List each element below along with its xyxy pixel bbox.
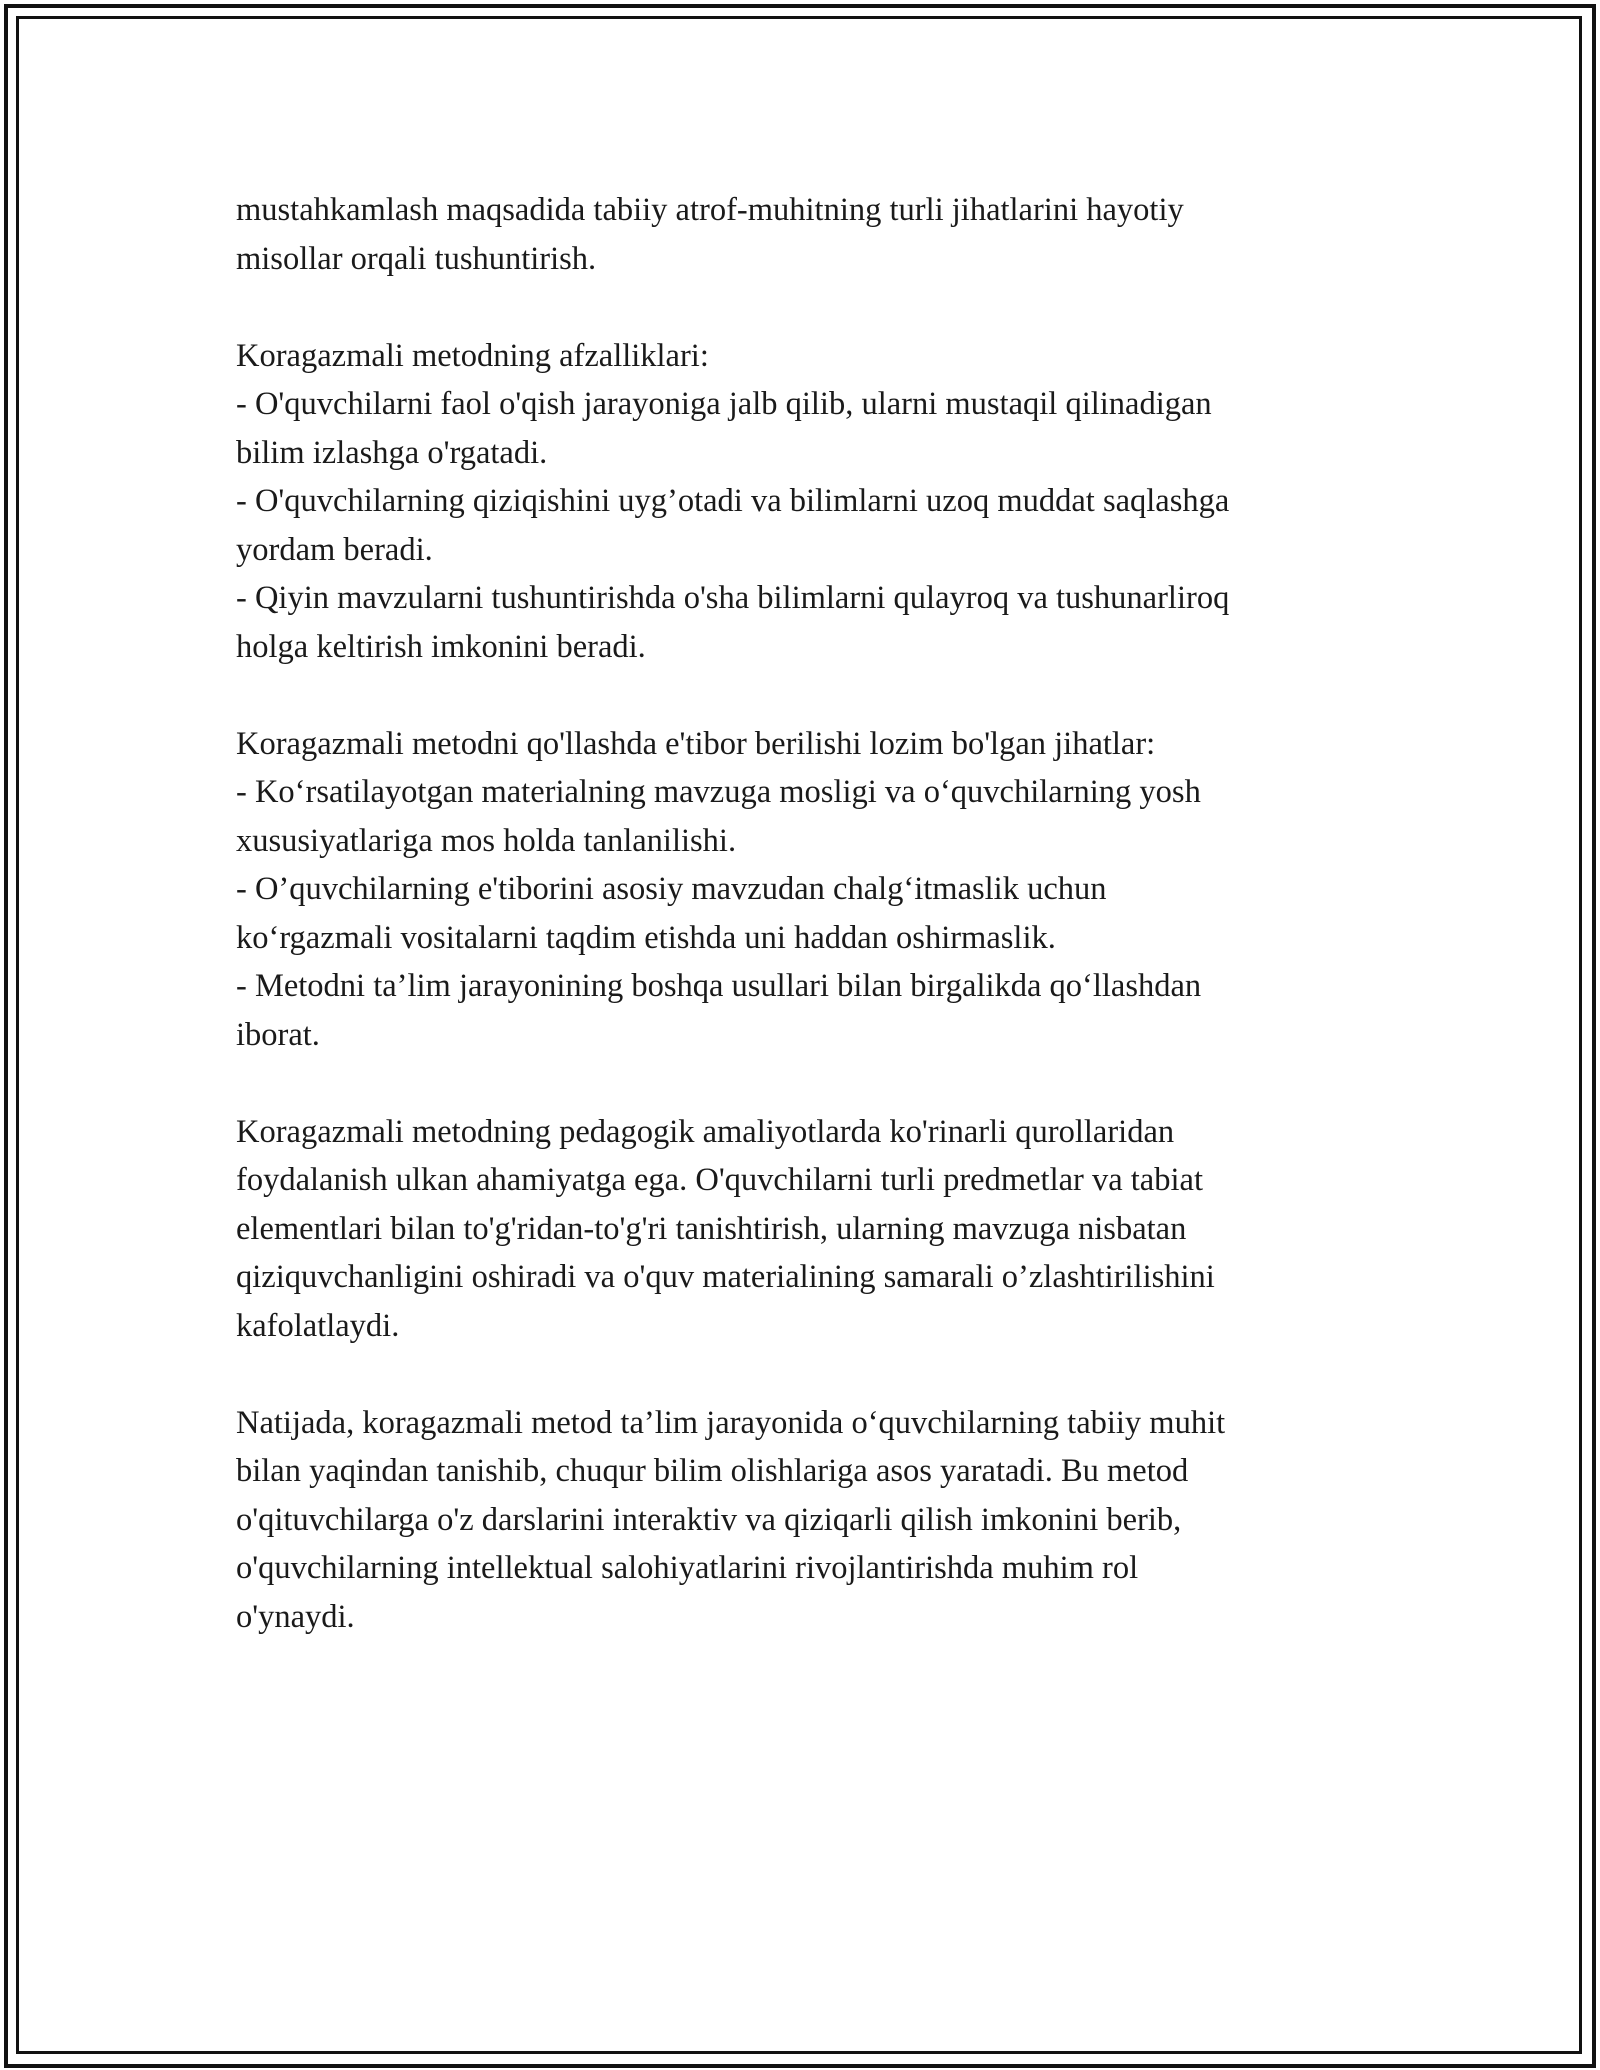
text-line: foydalanish ulkan ahamiyatga ega. O'quvchilarni turli predmetlar va tabiat [236,1162,1203,1198]
text-line: qiziquvchanligini oshiradi va o'quv materialining samarali o’zlashtirilishini [236,1259,1215,1295]
list-item-line: - Ko‘rsatilayotgan materialning mavzuga mosligi va o‘quvchilarning yosh [236,774,1201,810]
list-item-line: yordam beradi. [236,531,433,568]
list-item-line: - Qiyin mavzularni tushuntirishda o'sha bilimlarni qulayroq va tushunarliroq [236,580,1230,616]
list-item-line: - Metodni ta’lim jarayonining boshqa usullari bilan birgalikda qo‘llashdan [236,968,1202,1004]
section-heading: Koragazmali metodni qo'llashda e'tibor berilishi lozim bo'lgan jihatlar: [236,725,1156,762]
document-body [236,186,1376,1690]
text-line: o'qituvchilarga o'z darslarini interaktiv va qiziqarli qilish imkonini berib, [236,1501,1182,1538]
advantages-section [236,332,1376,672]
list-item-line: bilim izlashga o'rgatadi. [236,434,548,471]
considerations-section [236,720,1376,1060]
list-item-line: - O’quvchilarning e'tiborini asosiy mavzudan chalg‘itmaslik uchun [236,871,1107,907]
text-line: bilan yaqindan tanishib, chuqur bilim olishlariga asos yaratadi. Bu metod [236,1453,1189,1489]
text-line: Koragazmali metodning pedagogik amaliyotlarda ko'rinarli qurollaridan [236,1113,1175,1150]
text-line: elementlari bilan to'g'ridan-to'g'ri tanishtirish, ularning mavzuga nisbatan [236,1210,1187,1247]
list-item-line: ko‘rgazmali vositalarni taqdim etishda uni haddan oshirmaslik. [236,919,1056,956]
text-line: o'ynaydi. [236,1598,355,1635]
text-line: Natijada, koragazmali metod ta’lim jarayonida o‘quvchilarning tabiiy muhit [236,1404,1226,1441]
text-line: mustahkamlash maqsadida tabiiy atrof-muhitning turli jihatlarini hayotiy [236,192,1184,228]
list-item-line: iborat. [236,1016,320,1053]
text-line: misollar orqali tushuntirish. [236,240,597,277]
list-item-line: holga keltirish imkonini beradi. [236,628,646,665]
text-line: kafolatlaydi. [236,1307,400,1344]
list-item-line: xususiyatlariga mos holda tanlanilishi. [236,822,737,859]
section-heading: Koragazmali metodning afzalliklari: [236,337,709,374]
list-item-line: - O'quvchilarning qiziqishini uyg’otadi va bilimlarni uzoq muddat saqlashga [236,483,1230,519]
text-line: o'quvchilarning intellektual salohiyatlarini rivojlantirishda muhim rol [236,1550,1139,1586]
paragraph-intro [236,186,1376,283]
list-item-line: - O'quvchilarni faol o'qish jarayoniga jalb qilib, ularni mustaqil qilinadigan [236,386,1212,422]
paragraph-conclusion [236,1399,1376,1642]
paragraph-importance [236,1108,1376,1351]
